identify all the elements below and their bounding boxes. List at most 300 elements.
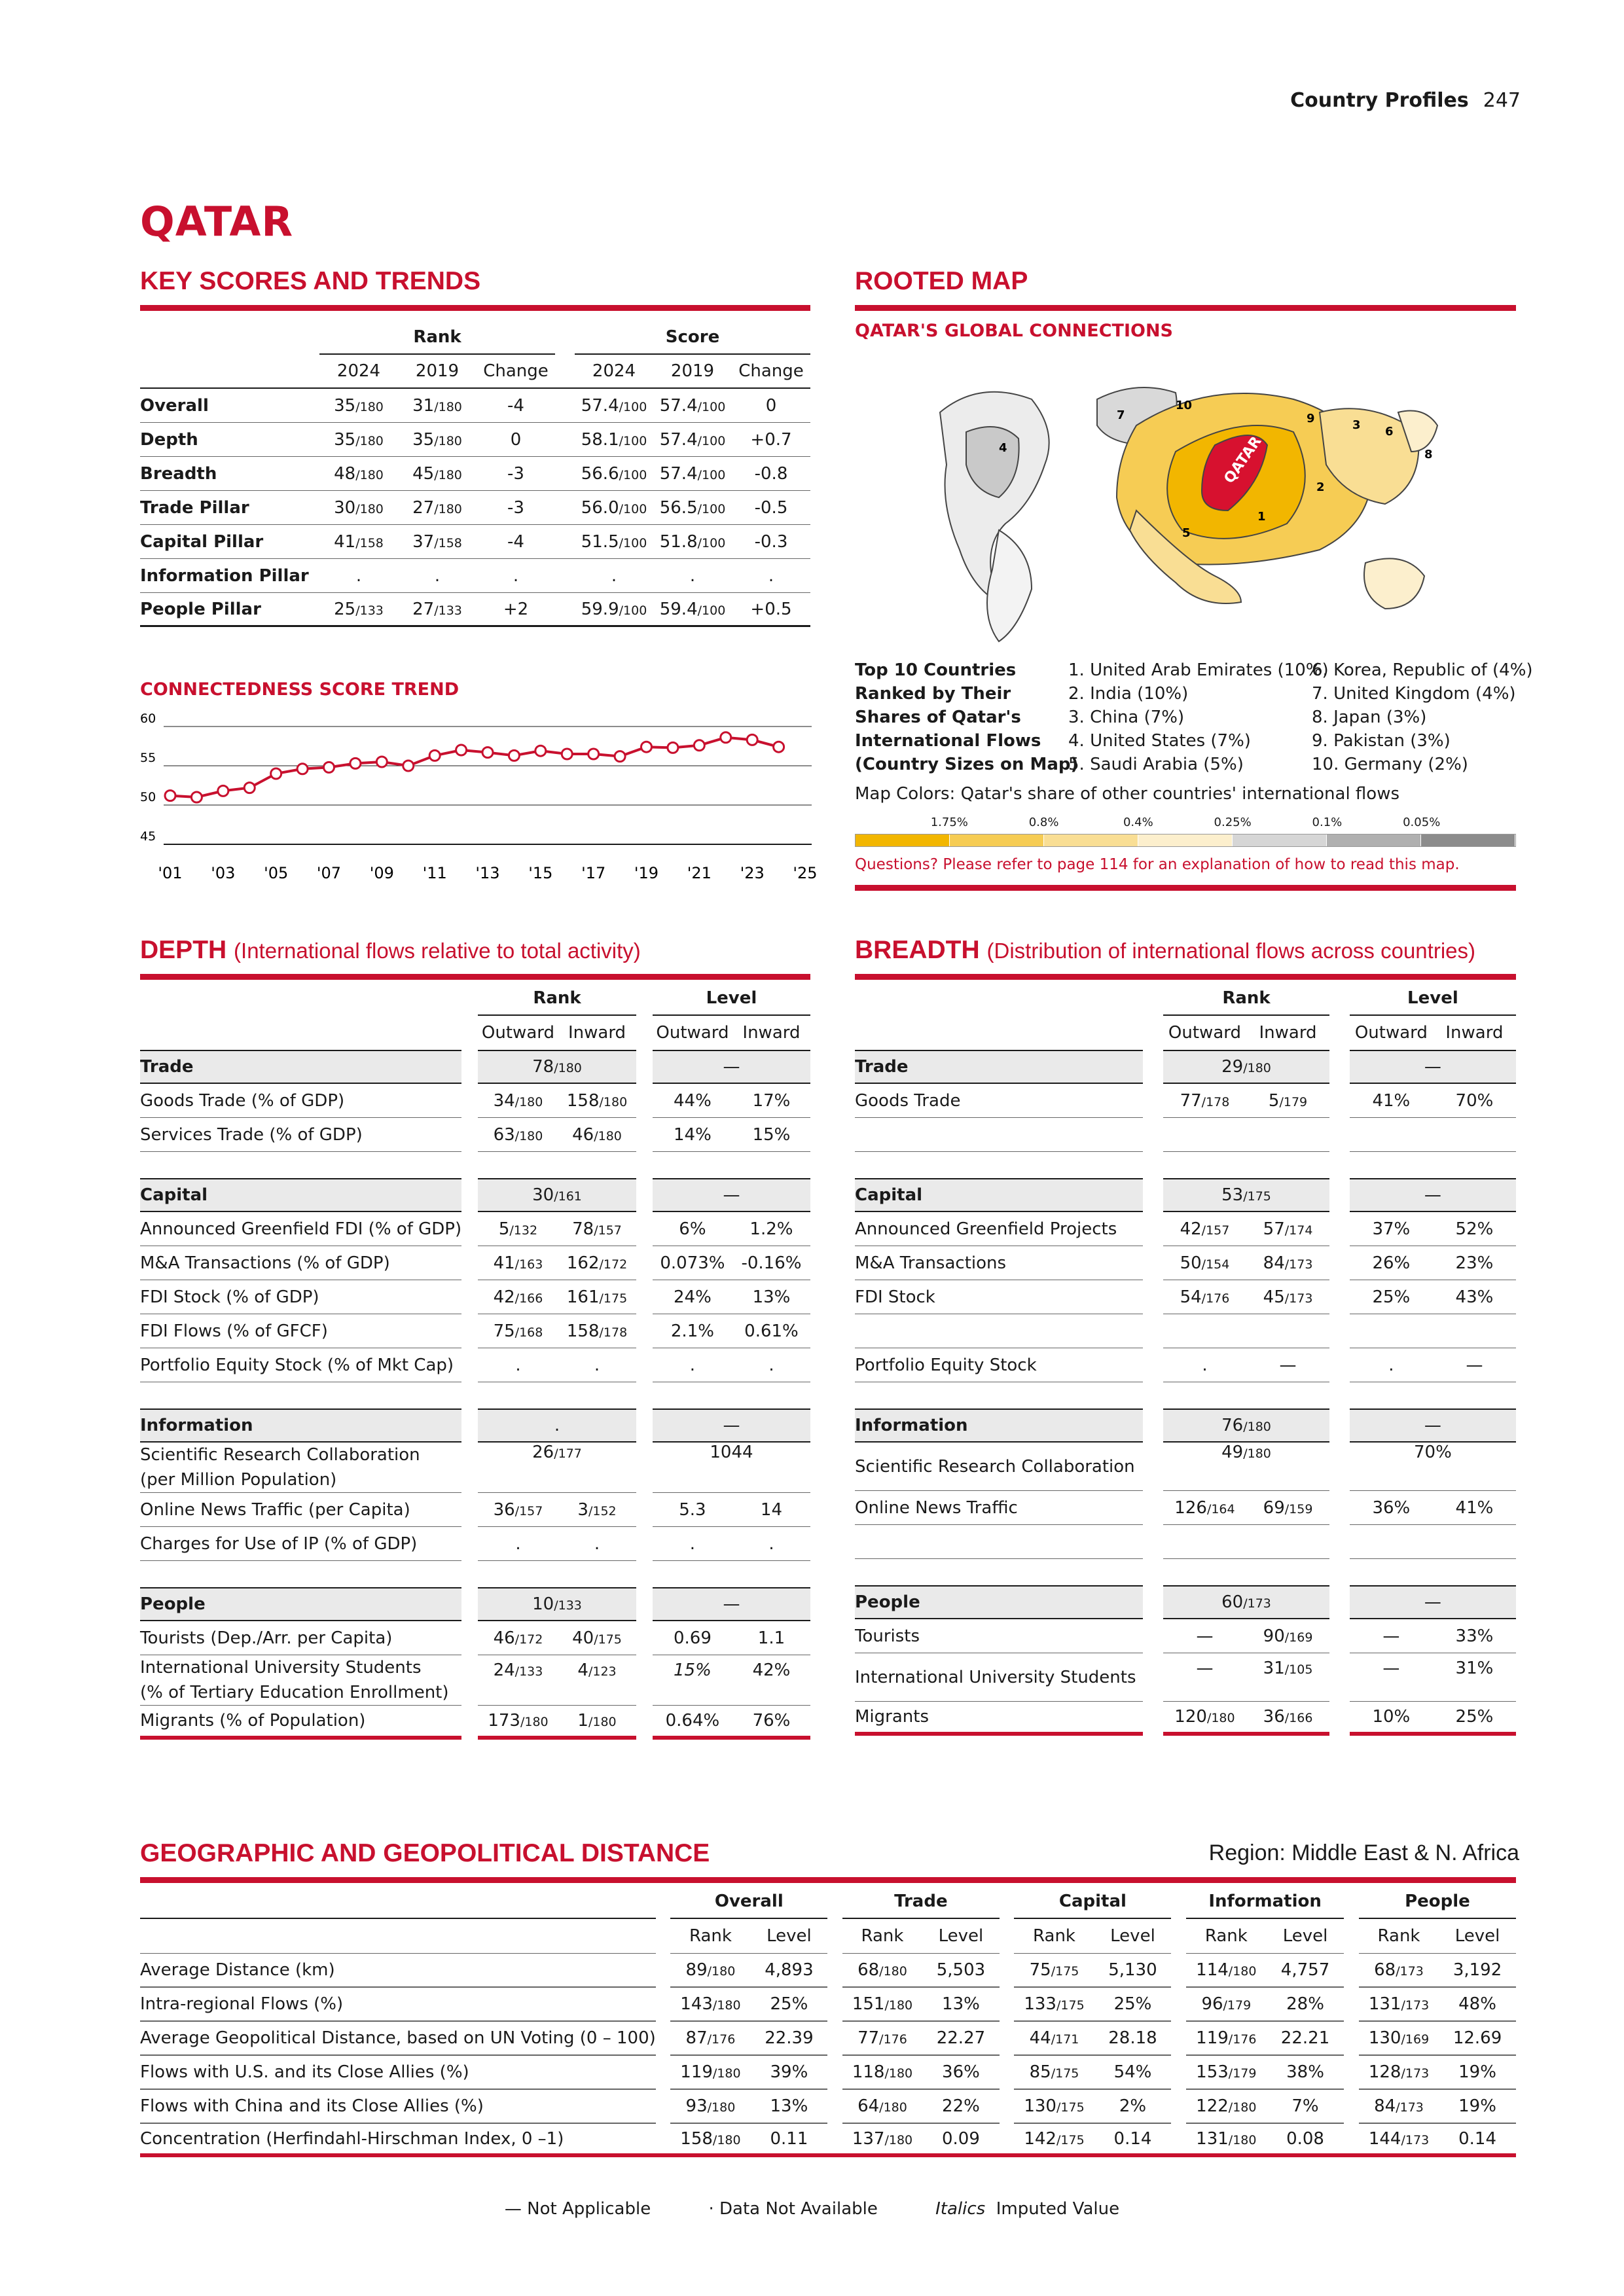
geo-rank: 68/180: [842, 1953, 922, 1987]
rank-2024: 25/133: [319, 593, 398, 627]
geo-rank: 131/173: [1359, 1987, 1439, 2021]
geo-row: [140, 1953, 1516, 1987]
indicator-row: [855, 1619, 1516, 1653]
geo-rank: 122/180: [1186, 2089, 1267, 2123]
breadth-title-text: BREADTH: [855, 936, 980, 964]
score-change: .: [732, 559, 810, 593]
section-rank: 53/175: [1163, 1178, 1329, 1212]
depth-table: [140, 982, 810, 1740]
map-south-america-shape: [987, 530, 1032, 641]
score-2024: 57.4/100: [575, 389, 653, 423]
key-scores-title: KEY SCORES AND TRENDS: [140, 267, 481, 295]
indicator-label: International University Students (% of Tertiary Education Enrollment): [140, 1655, 461, 1706]
outward-level: 0.073%: [653, 1246, 732, 1280]
row-label: Breadth: [140, 457, 319, 491]
col-score-2019: 2019: [653, 355, 732, 389]
inward-rank: 5/179: [1246, 1084, 1329, 1118]
legend-title-line: Shares of Qatar's: [855, 708, 1021, 727]
geo-group-header: People: [1359, 1885, 1516, 1919]
indicator-label: Goods Trade: [855, 1084, 1143, 1118]
legend-title-line: Top 10 Countries: [855, 660, 1017, 680]
indicator-label: Announced Greenfield FDI (% of GDP): [140, 1212, 461, 1246]
inward-level: 17%: [732, 1084, 810, 1118]
geo-level: 19%: [1439, 2089, 1516, 2123]
geo-rank: 118/180: [842, 2055, 922, 2089]
geo-col-level: Level: [767, 1926, 812, 1946]
trend-line: [170, 738, 779, 797]
section-level: —: [1350, 1178, 1516, 1212]
legend-country: 9. Pakistan (3%): [1312, 731, 1451, 751]
score-2019: 57.4/100: [653, 457, 732, 491]
trend-point: [350, 758, 361, 768]
scale-label: 0.05%: [1403, 816, 1441, 829]
outward-rank: 42/166: [478, 1280, 558, 1314]
map-legend-countries-right: [1312, 658, 1533, 776]
footnote-dna: · Data Not Available: [708, 2199, 878, 2219]
inward-level: 13%: [732, 1280, 810, 1314]
inward-rank: 36/166: [1246, 1702, 1329, 1736]
outward-rank: 50/154: [1163, 1246, 1246, 1280]
outward-level: —: [1350, 1653, 1433, 1702]
inward-rank: 31/105: [1246, 1653, 1329, 1702]
rooted-map-subtitle: QATAR'S GLOBAL CONNECTIONS: [855, 321, 1173, 341]
score-change: +0.7: [732, 423, 810, 457]
inward-level: 70%: [1433, 1084, 1516, 1118]
x-tick-label: '03: [211, 864, 236, 882]
geo-col-level: Level: [1454, 1926, 1500, 1946]
geo-rank: 68/173: [1359, 1953, 1439, 1987]
col-outward-rank: Outward: [481, 1023, 554, 1043]
geo-rank: 130/169: [1359, 2021, 1439, 2055]
inward-rank: 4/123: [558, 1655, 636, 1706]
indicator-label: Portfolio Equity Stock (% of Mkt Cap): [140, 1348, 461, 1382]
geo-rank: 75/175: [1014, 1953, 1094, 1987]
geo-rank: 144/173: [1359, 2123, 1439, 2157]
outward-rank: 77/178: [1163, 1084, 1246, 1118]
page-number: 247: [1483, 89, 1521, 112]
indicator-row: [855, 1443, 1516, 1491]
geo-level: 5,130: [1094, 1953, 1172, 1987]
section-header-row: [140, 1587, 810, 1621]
score-2019: 57.4/100: [653, 423, 732, 457]
inward-level: .: [732, 1527, 810, 1561]
outward-level: 36%: [1350, 1491, 1433, 1525]
section-header-row: [140, 1178, 810, 1212]
geo-rank: 133/175: [1014, 1987, 1094, 2021]
outward-rank: 75/168: [478, 1314, 558, 1348]
outward-level: .: [653, 1348, 732, 1382]
outward-level: .: [1350, 1348, 1433, 1382]
col-outward-level: Outward: [656, 1023, 729, 1043]
map-qatar-label: QATAR: [1221, 433, 1265, 487]
geo-level: 4,757: [1267, 1953, 1344, 1987]
map-rank-5: 5: [1182, 526, 1191, 540]
trend-point: [429, 750, 440, 761]
outward-rank: 126/164: [1163, 1491, 1246, 1525]
section-level: —: [1350, 1408, 1516, 1443]
trend-point: [456, 745, 467, 755]
x-tick-label: '01: [158, 864, 183, 882]
geo-col-rank: Rank: [1033, 1926, 1075, 1946]
outward-level: —: [1350, 1619, 1433, 1653]
geo-rank: 89/180: [670, 1953, 750, 1987]
geo-col-rank: Rank: [1204, 1926, 1248, 1946]
indicator-row: [140, 1348, 810, 1382]
indicator-rank: 26/177: [478, 1443, 636, 1493]
indicator-row: [140, 1621, 810, 1655]
scale-swatch: [950, 834, 1044, 846]
indicator-row: [140, 1314, 810, 1348]
scale-swatch: [1044, 834, 1138, 846]
geo-group-header: Capital: [1014, 1885, 1171, 1919]
x-tick-label: '23: [740, 864, 765, 882]
indicator-label: Charges for Use of IP (% of GDP): [140, 1527, 461, 1561]
rank-2024: .: [319, 559, 398, 593]
depth-bar: [140, 974, 810, 980]
outward-rank: 42/157: [1163, 1212, 1246, 1246]
key-score-row: [140, 389, 810, 423]
y-tick-label: 60: [140, 711, 156, 726]
map-scale-bar: [855, 834, 1516, 847]
rank-change: 0: [477, 423, 555, 457]
section-label: People: [855, 1585, 1143, 1619]
row-label: Capital Pillar: [140, 525, 319, 559]
outward-rank: —: [1163, 1653, 1246, 1702]
indicator-row: [140, 1706, 810, 1740]
scale-swatch: [1421, 834, 1515, 846]
geo-row-label: Average Distance (km): [140, 1953, 656, 1987]
indicator-label: Online News Traffic: [855, 1491, 1143, 1525]
inward-rank: 69/159: [1246, 1491, 1329, 1525]
indicator-label: Scientific Research Collaboration: [855, 1443, 1143, 1491]
legend-country: 5. Saudi Arabia (5%): [1068, 755, 1244, 774]
indicator-label: Migrants: [855, 1702, 1143, 1736]
geo-region: Region: Middle East & N. Africa: [1208, 1840, 1519, 1865]
x-tick-label: '11: [422, 864, 447, 882]
scale-label: 0.25%: [1214, 816, 1252, 829]
inward-rank: 90/169: [1246, 1619, 1329, 1653]
indicator-label: Tourists (Dep./Arr. per Capita): [140, 1621, 461, 1655]
geo-table: [140, 1885, 1516, 2157]
footnote-imputed: [935, 2199, 1119, 2219]
indicator-label: FDI Flows (% of GFCF): [140, 1314, 461, 1348]
geo-level: 0.14: [1094, 2123, 1172, 2157]
trend-point: [588, 749, 599, 759]
outward-level: 6%: [653, 1212, 732, 1246]
indicator-row: [140, 1212, 810, 1246]
geo-rank: 77/176: [842, 2021, 922, 2055]
trend-point: [641, 742, 652, 752]
map-rank-1: 1: [1257, 510, 1266, 524]
page-header: [1290, 89, 1521, 112]
outward-level: .: [653, 1527, 732, 1561]
geo-rank: 153/179: [1186, 2055, 1267, 2089]
depth-subtitle: (International flows relative to total activity): [234, 939, 641, 963]
score-2024: 58.1/100: [575, 423, 653, 457]
rank-header: Rank: [1163, 982, 1329, 1016]
map-scale-labels: [855, 816, 1516, 831]
section-label: Capital: [140, 1178, 461, 1212]
y-tick-label: 45: [140, 829, 156, 844]
outward-level: 24%: [653, 1280, 732, 1314]
col-outward-rank: Outward: [1168, 1023, 1241, 1043]
section-label: Information: [855, 1408, 1143, 1443]
scale-swatch: [1138, 834, 1233, 846]
indicator-row: [855, 1702, 1516, 1736]
section-rank: 60/173: [1163, 1585, 1329, 1619]
map-rank-8: 8: [1424, 448, 1433, 461]
indicator-row: [855, 1212, 1516, 1246]
geo-level: 22.39: [751, 2021, 828, 2055]
col-outward-level: Outward: [1354, 1023, 1428, 1043]
score-change: -0.3: [732, 525, 810, 559]
geo-level: 4,893: [751, 1953, 828, 1987]
geo-rank: 87/176: [670, 2021, 750, 2055]
score-2019: 56.5/100: [653, 491, 732, 525]
map-rank-9: 9: [1307, 412, 1315, 425]
map-australia-shape: [1364, 558, 1424, 609]
col-inward-rank: Inward: [568, 1023, 626, 1043]
indicator-row: [855, 1084, 1516, 1118]
x-tick-label: '13: [475, 864, 500, 882]
geo-level: 7%: [1267, 2089, 1344, 2123]
breadth-subtitle: (Distribution of international flows across countries): [986, 939, 1475, 963]
map-rank-3: 3: [1352, 418, 1361, 432]
key-scores-table: [140, 321, 810, 627]
geo-rank: 137/180: [842, 2123, 922, 2157]
outward-rank: 120/180: [1163, 1702, 1246, 1736]
key-score-row: [140, 559, 810, 593]
inward-level: 31%: [1433, 1653, 1516, 1702]
level-header: Level: [653, 982, 810, 1016]
x-tick-label: '17: [581, 864, 606, 882]
key-score-row: [140, 593, 810, 627]
inward-rank: 158/178: [558, 1314, 636, 1348]
indicator-level: 70%: [1350, 1443, 1516, 1491]
geo-level: 38%: [1267, 2055, 1344, 2089]
outward-level: 0.69: [653, 1621, 732, 1655]
section-header-row: [855, 1585, 1516, 1619]
section-level: —: [653, 1408, 810, 1443]
col-inward-level: Inward: [742, 1023, 801, 1043]
score-group-header: Score: [575, 321, 810, 355]
trend-point: [694, 740, 704, 751]
inward-rank: .: [558, 1348, 636, 1382]
footnote-italics: Italics: [935, 2199, 986, 2219]
outward-level: 5.3: [653, 1493, 732, 1527]
geo-level: 54%: [1094, 2055, 1172, 2089]
rank-2024: 35/180: [319, 389, 398, 423]
trend-point: [244, 783, 255, 793]
geo-level: 36%: [922, 2055, 1000, 2089]
section-header-row: [140, 1050, 810, 1084]
geo-group-header: Information: [1186, 1885, 1344, 1919]
outward-rank: 173/180: [478, 1706, 558, 1740]
y-tick-label: 50: [140, 790, 156, 804]
scale-label: 0.4%: [1123, 816, 1153, 829]
outward-rank: .: [1163, 1348, 1246, 1382]
inward-level: —: [1433, 1348, 1516, 1382]
rooted-map-title: ROOTED MAP: [855, 267, 1028, 295]
legend-title-line: (Country Sizes on Map): [855, 755, 1079, 774]
breadth-bar: [855, 974, 1516, 980]
geo-col-rank: Rank: [861, 1926, 904, 1946]
geo-rank: 130/175: [1014, 2089, 1094, 2123]
trend-point: [165, 791, 175, 801]
inward-rank: 161/175: [558, 1280, 636, 1314]
geo-level: 19%: [1439, 2055, 1516, 2089]
geo-level: 0.09: [922, 2123, 1000, 2157]
geo-bar: [140, 1877, 1516, 1883]
trend-point: [509, 750, 519, 761]
inward-level: 23%: [1433, 1246, 1516, 1280]
map-note: Questions? Please refer to page 114 for an explanation of how to read this map.: [855, 856, 1460, 873]
legend-title-line: Ranked by Their: [855, 684, 1011, 704]
depth-title: [140, 936, 641, 965]
trend-point: [191, 792, 202, 802]
row-label: Trade Pillar: [140, 491, 319, 525]
section-label: Capital: [855, 1178, 1143, 1212]
section-rank: 10/133: [478, 1587, 636, 1621]
indicator-label: Services Trade (% of GDP): [140, 1118, 461, 1152]
indicator-label: Tourists: [855, 1619, 1143, 1653]
indicator-row: [855, 1348, 1516, 1382]
outward-level: 2.1%: [653, 1314, 732, 1348]
legend-country: 8. Japan (3%): [1312, 708, 1427, 727]
rank-change: +2: [477, 593, 555, 627]
rank-2019: 45/180: [398, 457, 477, 491]
inward-level: .: [732, 1348, 810, 1382]
legend-country: 6. Korea, Republic of (4%): [1312, 660, 1533, 680]
legend-title-line: International Flows: [855, 731, 1041, 751]
indicator-row: [855, 1491, 1516, 1525]
outward-rank: 63/180: [478, 1118, 558, 1152]
trend-point: [721, 732, 731, 743]
key-score-row: [140, 423, 810, 457]
section-header-row: [140, 1408, 810, 1443]
rank-change: -3: [477, 491, 555, 525]
indicator-row: [855, 1280, 1516, 1314]
score-2019: 59.4/100: [653, 593, 732, 627]
col-inward-level: Inward: [1445, 1023, 1504, 1043]
section-level: —: [653, 1587, 810, 1621]
map-rank-7: 7: [1117, 408, 1125, 422]
score-2019: 51.8/100: [653, 525, 732, 559]
inward-level: 1.1: [732, 1621, 810, 1655]
trend-chart: [131, 707, 818, 890]
geo-rank: 142/175: [1014, 2123, 1094, 2157]
inward-level: 52%: [1433, 1212, 1516, 1246]
geo-group-header: Trade: [842, 1885, 1000, 1919]
section-label: Trade: [140, 1050, 461, 1084]
geo-level: 22.21: [1267, 2021, 1344, 2055]
x-tick-label: '25: [793, 864, 818, 882]
score-2024: 56.6/100: [575, 457, 653, 491]
indicator-label: Migrants (% of Population): [140, 1706, 461, 1740]
rank-2019: 27/133: [398, 593, 477, 627]
geo-level: 22%: [922, 2089, 1000, 2123]
inward-rank: 162/172: [558, 1246, 636, 1280]
scale-swatch: [1327, 834, 1421, 846]
legend-country: 2. India (10%): [1068, 684, 1189, 704]
geo-row-label: Concentration (Herfindahl-Hirschman Index, 0 –1): [140, 2123, 656, 2157]
geo-title: GEOGRAPHIC AND GEOPOLITICAL DISTANCE: [140, 1839, 710, 1867]
trend-point: [747, 734, 757, 745]
legend-country: 10. Germany (2%): [1312, 755, 1468, 774]
col-score-change: Change: [732, 355, 810, 389]
col-rank-2024: 2024: [319, 355, 398, 389]
rank-header: Rank: [478, 982, 636, 1016]
rooted-map: [901, 353, 1529, 648]
geo-level: 0.11: [751, 2123, 828, 2157]
col-inward-rank: Inward: [1259, 1023, 1317, 1043]
geo-level: 0.14: [1439, 2123, 1516, 2157]
geo-level: 39%: [751, 2055, 828, 2089]
legend-country: 7. United Kingdom (4%): [1312, 684, 1516, 704]
row-label: Depth: [140, 423, 319, 457]
geo-col-rank: Rank: [689, 1926, 732, 1946]
score-2024: 59.9/100: [575, 593, 653, 627]
header-section: Country Profiles: [1290, 89, 1469, 112]
row-label: Information Pillar: [140, 559, 319, 593]
indicator-level: 1044: [653, 1443, 810, 1493]
section-label: Trade: [855, 1050, 1143, 1084]
legend-country: 1. United Arab Emirates (10%): [1068, 660, 1329, 680]
map-colors-label: Map Colors: Qatar's share of other countries' international flows: [855, 784, 1400, 804]
geo-rank: 85/175: [1014, 2055, 1094, 2089]
geo-rank: 114/180: [1186, 1953, 1267, 1987]
x-tick-label: '05: [264, 864, 289, 882]
geo-rank: 128/173: [1359, 2055, 1439, 2089]
indicator-row: [140, 1118, 810, 1152]
rank-2024: 35/180: [319, 423, 398, 457]
geo-rank: 44/171: [1014, 2021, 1094, 2055]
map-rank-2: 2: [1316, 480, 1325, 494]
score-change: 0: [732, 389, 810, 423]
section-rank: 78/180: [478, 1050, 636, 1084]
level-header: Level: [1350, 982, 1516, 1016]
outward-rank: 41/163: [478, 1246, 558, 1280]
trend-point: [562, 749, 572, 759]
col-score-2024: 2024: [575, 355, 653, 389]
outward-level: 14%: [653, 1118, 732, 1152]
geo-group-header: Overall: [670, 1885, 827, 1919]
indicator-label: FDI Stock (% of GDP): [140, 1280, 461, 1314]
outward-rank: —: [1163, 1619, 1246, 1653]
indicator-row: [140, 1493, 810, 1527]
key-score-row: [140, 491, 810, 525]
indicator-row: [140, 1280, 810, 1314]
score-2019: 57.4/100: [653, 389, 732, 423]
inward-rank: 78/157: [558, 1212, 636, 1246]
inward-rank: 3/152: [558, 1493, 636, 1527]
geo-rank: 93/180: [670, 2089, 750, 2123]
indicator-row: [140, 1084, 810, 1118]
geo-level: 28.18: [1094, 2021, 1172, 2055]
outward-level: 37%: [1350, 1212, 1433, 1246]
geo-col-level: Level: [1282, 1926, 1328, 1946]
geo-row-label: Flows with U.S. and its Close Allies (%): [140, 2055, 656, 2089]
footnote: [0, 2199, 1624, 2219]
key-score-row: [140, 457, 810, 491]
outward-rank: 54/176: [1163, 1280, 1246, 1314]
inward-level: 0.61%: [732, 1314, 810, 1348]
inward-rank: 1/180: [558, 1706, 636, 1740]
scale-swatch: [856, 834, 950, 846]
rank-change: .: [477, 559, 555, 593]
geo-col-level: Level: [1110, 1926, 1155, 1946]
indicator-label: FDI Stock: [855, 1280, 1143, 1314]
